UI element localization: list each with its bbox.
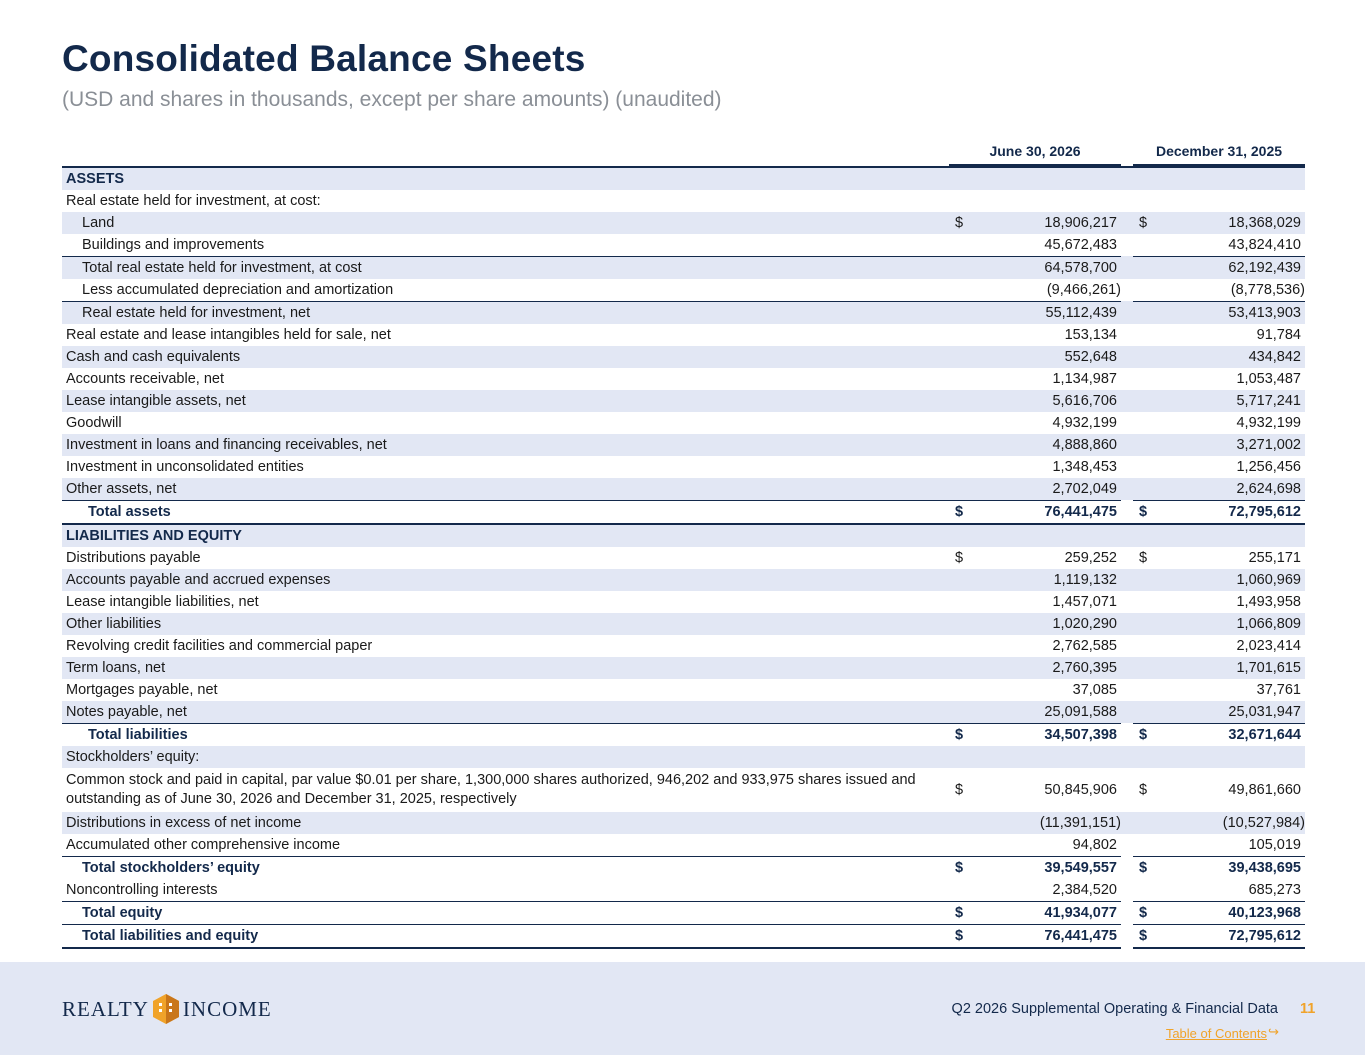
column-gap — [1121, 324, 1133, 346]
table-row — [62, 879, 1305, 901]
currency-symbol — [1133, 412, 1153, 434]
value-june-2026: 2,702,049 — [969, 478, 1121, 500]
value-dec-2025: 1,053,487 — [1236, 371, 1301, 387]
value-dec-2025: 40,123,968 — [1153, 901, 1305, 924]
column-gap — [1121, 412, 1133, 434]
row-label: Total liabilities — [62, 723, 949, 746]
column-gap — [1121, 569, 1133, 591]
value-june-2026: 64,578,700 — [969, 256, 1121, 279]
table-row — [62, 478, 1305, 500]
row-label: Lease intangible liabilities, net — [66, 594, 259, 610]
table-row — [62, 768, 1305, 812]
currency-symbol — [1133, 613, 1153, 635]
value-june-2026: 1,119,132 — [969, 569, 1121, 591]
table-row — [62, 234, 1305, 256]
currency-symbol: $ — [1133, 901, 1153, 924]
table-row — [62, 856, 1305, 879]
currency-symbol — [1133, 879, 1153, 901]
value-june-2026: 45,672,483 — [1044, 237, 1117, 253]
table-row — [62, 212, 1305, 234]
value-june-2026: (11,391,151) — [969, 812, 1121, 834]
column-gap — [1121, 434, 1133, 456]
table-row — [62, 901, 1305, 924]
table-row — [62, 924, 1305, 949]
value-june-2026: 41,934,077 — [969, 901, 1121, 924]
column-gap — [1121, 390, 1133, 412]
row-label: Other liabilities — [62, 613, 949, 635]
value-june-2026: 34,507,398 — [969, 723, 1121, 746]
row-label: Real estate and lease intangibles held for sale, net — [66, 327, 391, 343]
row-label: Mortgages payable, net — [66, 682, 218, 698]
value-june-2026: 39,549,557 — [969, 856, 1121, 879]
row-label: Other assets, net — [62, 478, 949, 500]
table-row — [62, 346, 1305, 368]
row-label: Cash and cash equivalents — [62, 346, 949, 368]
column-gap — [1121, 701, 1133, 723]
row-label: Revolving credit facilities and commercial paper — [66, 638, 373, 654]
table-row — [62, 456, 1305, 478]
currency-symbol — [1133, 834, 1153, 856]
currency-symbol: $ — [949, 212, 969, 234]
table-row — [62, 434, 1305, 456]
row-label: LIABILITIES AND EQUITY — [62, 523, 949, 547]
row-label: Total liabilities and equity — [62, 924, 949, 949]
page-title: Consolidated Balance Sheets — [62, 38, 586, 79]
column-gap — [1121, 613, 1133, 635]
row-label: Term loans, net — [62, 657, 949, 679]
column-gap — [1121, 746, 1133, 768]
table-row — [62, 591, 1305, 613]
row-label: Distributions payable — [66, 550, 201, 566]
currency-symbol — [1133, 635, 1153, 657]
page-number: 11 — [1300, 1001, 1316, 1017]
currency-symbol — [1133, 523, 1153, 547]
table-row — [62, 635, 1305, 657]
value-june-2026: 153,134 — [1064, 327, 1117, 343]
row-label: Investment in loans and financing receivables, net — [62, 434, 949, 456]
table-row — [62, 390, 1305, 412]
balance-sheet-table — [62, 140, 1305, 949]
currency-symbol — [949, 679, 969, 701]
currency-symbol — [1133, 346, 1153, 368]
currency-symbol — [949, 456, 969, 478]
row-label: Investment in unconsolidated entities — [66, 459, 304, 475]
value-june-2026: 50,845,906 — [1044, 781, 1117, 798]
value-dec-2025: 255,171 — [1248, 550, 1301, 566]
value-june-2026 — [969, 166, 1121, 190]
column-gap — [1121, 679, 1133, 701]
column-gap — [1121, 523, 1133, 547]
currency-symbol — [1133, 569, 1153, 591]
value-june-2026: 25,091,588 — [969, 701, 1121, 723]
currency-symbol — [949, 256, 969, 279]
column-gap — [1121, 547, 1133, 569]
column-header-dec-2025: December 31, 2025 — [1133, 140, 1305, 166]
currency-symbol — [1133, 746, 1153, 768]
value-june-2026: 55,112,439 — [969, 301, 1121, 324]
value-dec-2025: (10,527,984) — [1153, 812, 1305, 834]
table-row — [62, 368, 1305, 390]
currency-symbol — [949, 190, 969, 212]
currency-symbol: $ — [1133, 856, 1153, 879]
column-gap — [1121, 368, 1133, 390]
column-gap — [1121, 478, 1133, 500]
value-june-2026: 37,085 — [1072, 682, 1117, 698]
currency-symbol: $ — [1133, 723, 1153, 746]
value-dec-2025: 2,023,414 — [1236, 638, 1301, 654]
row-label: ASSETS — [62, 166, 949, 190]
currency-symbol — [1133, 812, 1153, 834]
value-dec-2025: 5,717,241 — [1153, 390, 1305, 412]
currency-symbol — [1133, 591, 1153, 613]
row-label: Total assets — [62, 500, 949, 523]
currency-symbol — [949, 234, 969, 256]
value-dec-2025: 32,671,644 — [1153, 723, 1305, 746]
currency-symbol — [949, 523, 969, 547]
table-row — [62, 324, 1305, 346]
value-dec-2025: 91,784 — [1256, 327, 1301, 343]
currency-symbol — [949, 879, 969, 901]
currency-symbol — [949, 657, 969, 679]
value-dec-2025: 1,493,958 — [1236, 594, 1301, 610]
currency-symbol — [1133, 657, 1153, 679]
currency-symbol — [949, 279, 969, 301]
table-row — [62, 812, 1305, 834]
currency-symbol — [1133, 166, 1153, 190]
column-gap — [1121, 901, 1133, 924]
currency-symbol — [949, 412, 969, 434]
table-of-contents-link[interactable]: Table of Contents — [1165, 1026, 1267, 1041]
page-subtitle: (USD and shares in thousands, except per share amounts) (unaudited) — [62, 88, 722, 111]
currency-symbol — [949, 478, 969, 500]
value-june-2026: 1,020,290 — [969, 613, 1121, 635]
value-june-2026: 4,932,199 — [1052, 415, 1117, 431]
column-gap — [1121, 190, 1133, 212]
row-label: Total stockholders’ equity — [62, 856, 949, 879]
value-june-2026: (9,466,261) — [1046, 282, 1121, 298]
realty-income-logo — [62, 994, 272, 1024]
value-dec-2025 — [1153, 166, 1305, 190]
table-row — [62, 613, 1305, 635]
currency-symbol — [1133, 324, 1153, 346]
return-arrow-icon[interactable]: ↪ — [1268, 1024, 1279, 1039]
currency-symbol — [1133, 456, 1153, 478]
table-row — [62, 279, 1305, 301]
table-row — [62, 166, 1305, 190]
column-gap — [1121, 834, 1133, 856]
value-dec-2025: (8,778,536) — [1230, 282, 1305, 298]
row-label: Land — [62, 212, 949, 234]
currency-symbol — [949, 834, 969, 856]
value-june-2026: 18,906,217 — [969, 212, 1121, 234]
value-dec-2025: 53,413,903 — [1153, 301, 1305, 324]
currency-symbol — [949, 569, 969, 591]
row-label: Stockholders’ equity: — [62, 746, 949, 768]
column-gap — [1121, 591, 1133, 613]
column-gap — [1121, 500, 1133, 523]
currency-symbol — [1133, 234, 1153, 256]
currency-symbol — [949, 701, 969, 723]
table-row — [62, 301, 1305, 324]
value-june-2026: 76,441,475 — [969, 500, 1121, 523]
row-label: Total equity — [62, 901, 949, 924]
currency-symbol — [949, 613, 969, 635]
currency-symbol — [949, 434, 969, 456]
table-row — [62, 723, 1305, 746]
value-dec-2025: 1,256,456 — [1236, 459, 1301, 475]
currency-symbol — [949, 390, 969, 412]
table-row — [62, 657, 1305, 679]
currency-symbol — [1133, 434, 1153, 456]
value-june-2026: 259,252 — [1064, 550, 1117, 566]
value-dec-2025: 39,438,695 — [1153, 856, 1305, 879]
value-june-2026: 2,760,395 — [969, 657, 1121, 679]
value-dec-2025: 434,842 — [1153, 346, 1305, 368]
logo-text-left: REALTY — [62, 996, 149, 1021]
column-gap — [1121, 166, 1133, 190]
value-dec-2025: 4,932,199 — [1236, 415, 1301, 431]
currency-symbol: $ — [949, 723, 969, 746]
table-row — [62, 523, 1305, 547]
column-gap — [1121, 635, 1133, 657]
value-dec-2025: 18,368,029 — [1153, 212, 1305, 234]
row-label: Common stock and paid in capital, par value $0.01 per share, 1,300,000 shares authorized, 946,202 and 933,975 shares issued and outstanding as of June 30, 2026 and December 31, 2025, respectively — [66, 772, 916, 807]
value-june-2026: 4,888,860 — [969, 434, 1121, 456]
currency-symbol: $ — [1139, 781, 1148, 798]
currency-symbol — [949, 324, 969, 346]
row-label: Real estate held for investment, net — [62, 301, 949, 324]
table-row — [62, 569, 1305, 591]
currency-symbol — [949, 301, 969, 324]
value-june-2026: 552,648 — [969, 346, 1121, 368]
value-june-2026: 94,802 — [1072, 837, 1117, 853]
currency-symbol — [1133, 368, 1153, 390]
column-gap — [1121, 456, 1133, 478]
column-gap — [1121, 346, 1133, 368]
currency-symbol: $ — [1133, 924, 1153, 949]
header-row — [62, 140, 1305, 166]
column-gap — [1121, 256, 1133, 279]
table-row — [62, 834, 1305, 856]
value-june-2026: 76,441,475 — [969, 924, 1121, 949]
row-label: Distributions in excess of net income — [62, 812, 949, 834]
table-row — [62, 500, 1305, 523]
value-june-2026: 2,762,585 — [1052, 638, 1117, 654]
column-gap — [1121, 723, 1133, 746]
value-june-2026 — [969, 746, 1121, 768]
value-dec-2025: 43,824,410 — [1228, 237, 1301, 253]
value-dec-2025: 1,066,809 — [1153, 613, 1305, 635]
value-dec-2025: 72,795,612 — [1153, 500, 1305, 523]
currency-symbol — [1133, 190, 1153, 212]
value-dec-2025: 685,273 — [1248, 882, 1301, 898]
value-dec-2025: 1,060,969 — [1153, 569, 1305, 591]
table-row — [62, 412, 1305, 434]
currency-symbol: $ — [949, 856, 969, 879]
currency-symbol — [1133, 279, 1153, 301]
value-dec-2025: 62,192,439 — [1153, 256, 1305, 279]
value-dec-2025: 72,795,612 — [1153, 924, 1305, 949]
row-label: Notes payable, net — [62, 701, 949, 723]
value-june-2026: 1,457,071 — [1052, 594, 1117, 610]
value-dec-2025: 49,861,660 — [1228, 781, 1301, 798]
row-label: Less accumulated depreciation and amortization — [82, 282, 394, 298]
currency-symbol: $ — [955, 550, 964, 566]
column-gap — [1121, 212, 1133, 234]
column-gap — [1121, 768, 1133, 812]
row-label: Accounts payable and accrued expenses — [62, 569, 949, 591]
row-label: Lease intangible assets, net — [62, 390, 949, 412]
currency-symbol: $ — [1133, 500, 1153, 523]
value-june-2026: 5,616,706 — [969, 390, 1121, 412]
currency-symbol — [949, 368, 969, 390]
value-june-2026: 1,348,453 — [1052, 459, 1117, 475]
value-dec-2025 — [1153, 523, 1305, 547]
currency-symbol — [949, 346, 969, 368]
row-label: Accounts receivable, net — [66, 371, 224, 387]
value-june-2026 — [969, 523, 1121, 547]
currency-symbol: $ — [949, 901, 969, 924]
value-dec-2025: 3,271,002 — [1153, 434, 1305, 456]
value-june-2026: 1,134,987 — [1052, 371, 1117, 387]
column-header-june-2026: June 30, 2026 — [949, 140, 1121, 166]
column-gap — [1121, 234, 1133, 256]
value-dec-2025: 37,761 — [1256, 682, 1301, 698]
row-label: Buildings and improvements — [82, 237, 265, 253]
table-row — [62, 701, 1305, 723]
value-dec-2025: 2,624,698 — [1153, 478, 1305, 500]
currency-symbol — [1133, 478, 1153, 500]
report-title: Q2 2026 Supplemental Operating & Financial Data — [951, 1001, 1278, 1017]
column-gap — [1121, 856, 1133, 879]
table-row — [62, 746, 1305, 768]
value-dec-2025 — [1153, 746, 1305, 768]
currency-symbol — [949, 166, 969, 190]
column-gap — [1121, 879, 1133, 901]
column-gap — [1121, 812, 1133, 834]
currency-symbol — [949, 635, 969, 657]
currency-symbol — [949, 812, 969, 834]
value-dec-2025: 25,031,947 — [1153, 701, 1305, 723]
table-row — [62, 190, 1305, 212]
currency-symbol: $ — [1133, 212, 1153, 234]
column-gap — [1121, 279, 1133, 301]
row-label: Accumulated other comprehensive income — [66, 837, 341, 853]
currency-symbol — [1133, 701, 1153, 723]
currency-symbol — [1133, 256, 1153, 279]
currency-symbol — [1133, 390, 1153, 412]
value-dec-2025: 1,701,615 — [1153, 657, 1305, 679]
currency-symbol — [949, 591, 969, 613]
currency-symbol: $ — [949, 924, 969, 949]
table-row — [62, 256, 1305, 279]
column-gap — [1121, 657, 1133, 679]
currency-symbol — [949, 746, 969, 768]
row-label: Noncontrolling interests — [66, 882, 218, 898]
table-row — [62, 547, 1305, 569]
currency-symbol: $ — [955, 781, 964, 798]
currency-symbol: $ — [1139, 550, 1148, 566]
row-label: Goodwill — [66, 415, 122, 431]
currency-symbol — [1133, 679, 1153, 701]
value-june-2026 — [969, 190, 1121, 212]
currency-symbol: $ — [949, 500, 969, 523]
row-label: Real estate held for investment, at cost: — [66, 193, 321, 209]
column-gap — [1121, 301, 1133, 324]
logo-text-right: INCOME — [182, 996, 272, 1021]
currency-symbol — [1133, 301, 1153, 324]
value-dec-2025: 105,019 — [1248, 837, 1301, 853]
row-label: Total real estate held for investment, at cost — [62, 256, 949, 279]
value-dec-2025 — [1153, 190, 1305, 212]
table-row — [62, 679, 1305, 701]
logo-mark-icon — [153, 994, 179, 1024]
value-june-2026: 2,384,520 — [1052, 882, 1117, 898]
column-gap — [1121, 924, 1133, 949]
